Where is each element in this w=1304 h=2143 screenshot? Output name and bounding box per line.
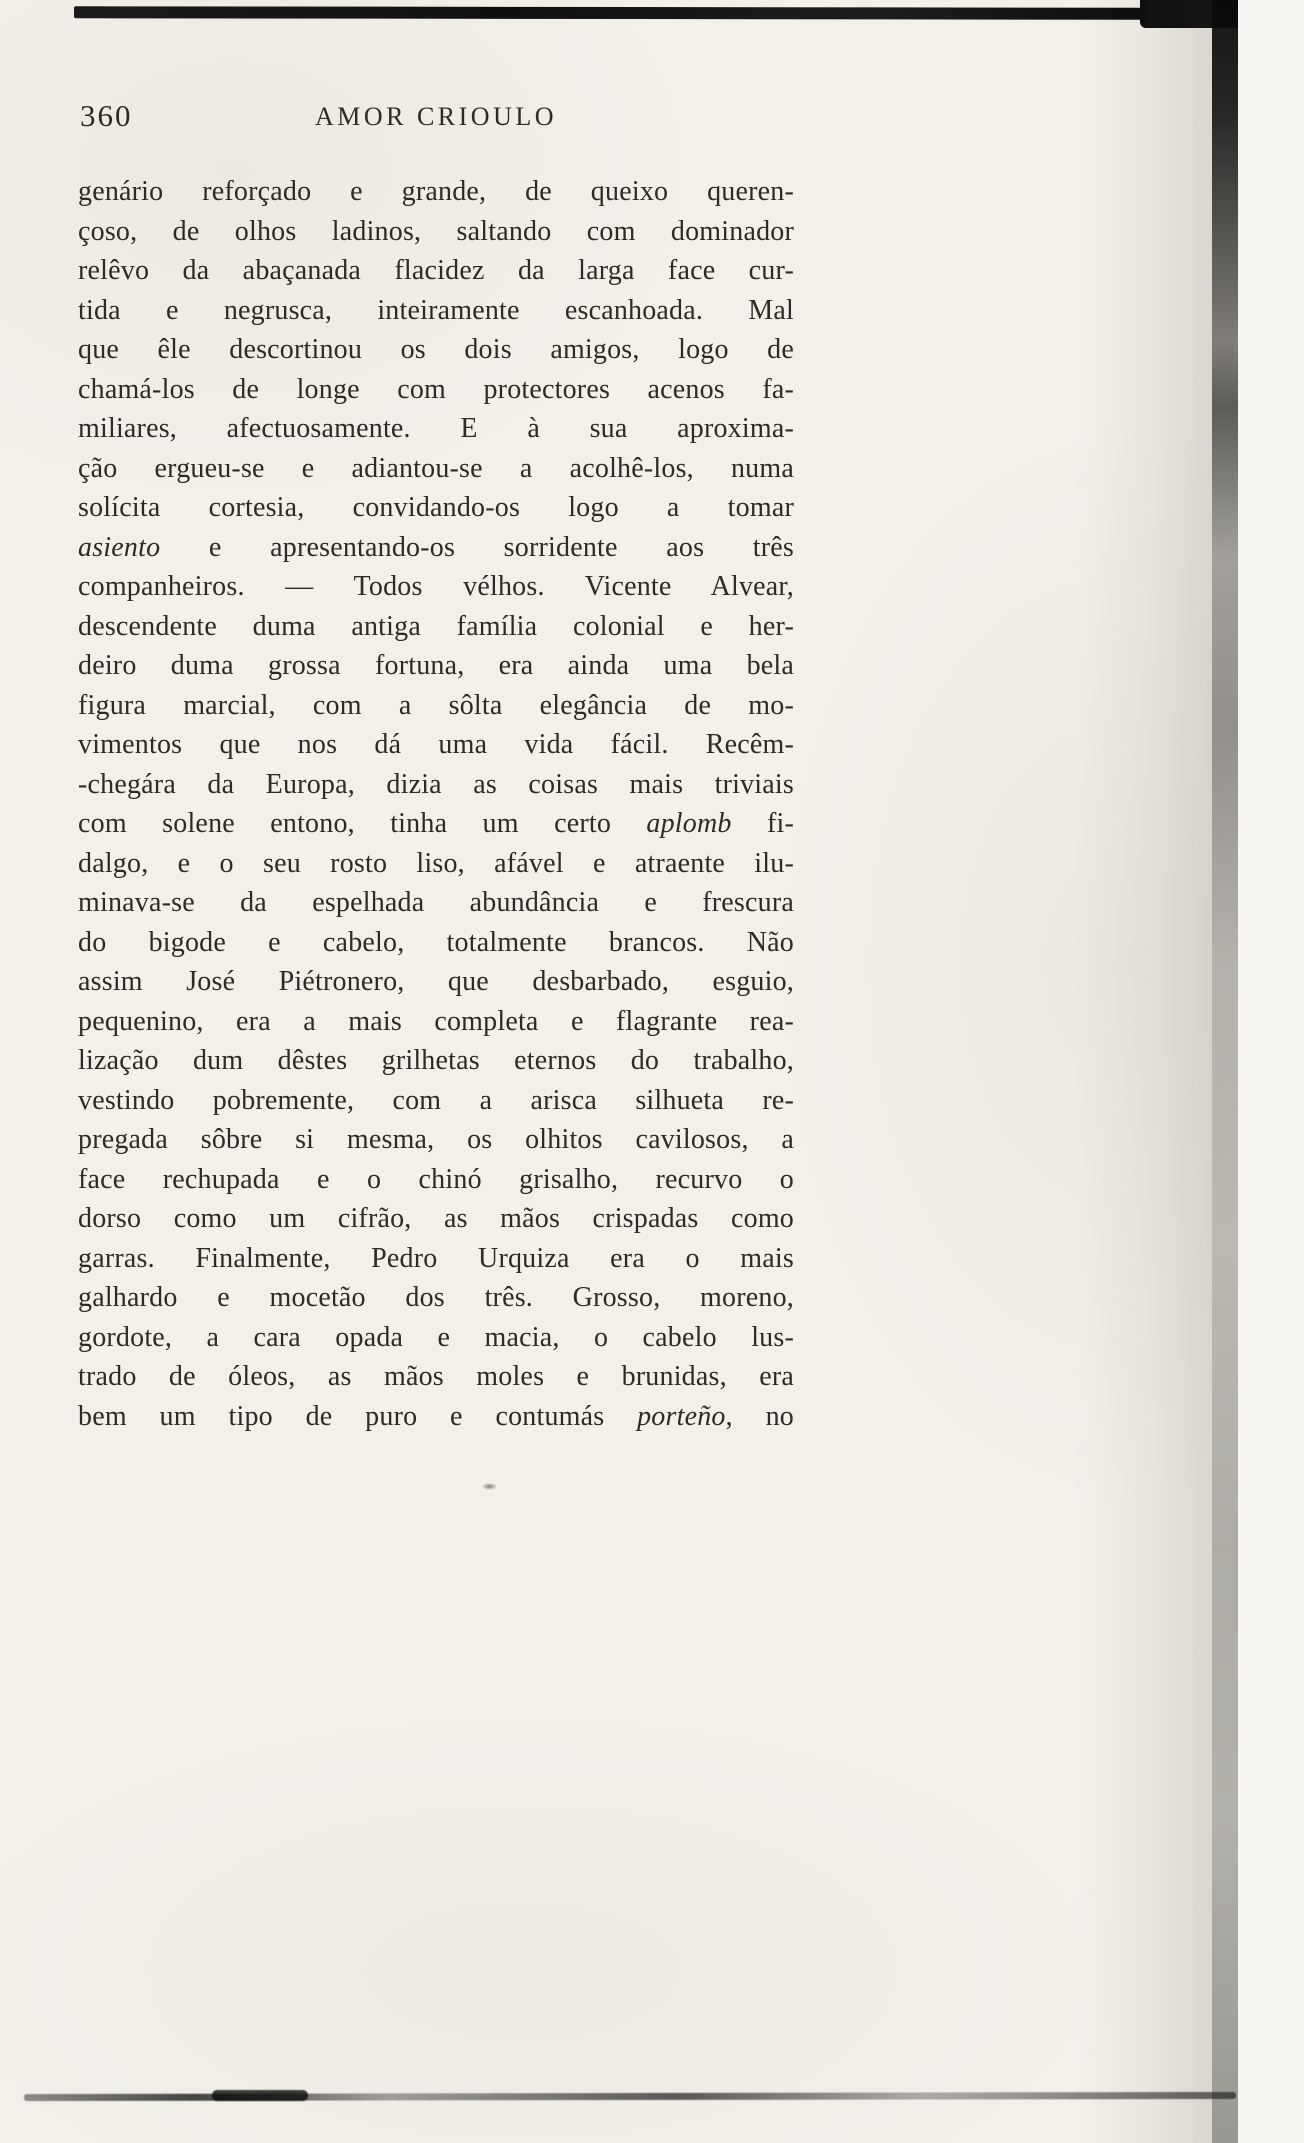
text-line	[78, 962, 794, 1002]
text-line	[78, 567, 794, 607]
text-segment: e apresentando-os sorridente aos três	[160, 531, 794, 563]
text-segment: tida e negrusca, inteiramente escanhoada. Mal	[78, 294, 794, 326]
text-line	[78, 1278, 794, 1318]
text-segment: assim José Piétronero, que desbarbado, esguio,	[78, 966, 794, 997]
text-line	[78, 1397, 794, 1437]
text-line	[78, 844, 794, 884]
text-segment: garras. Finalmente, Pedro Urquiza era o mais	[78, 1242, 794, 1274]
text-segment: relêvo da abaçanada flacidez da larga face cur-	[78, 255, 794, 286]
body-text	[78, 172, 794, 1436]
text-segment: chamá-los de longe com protectores acenos fa-	[78, 373, 794, 405]
running-title: AMOR CRIOULO	[314, 102, 558, 131]
italic-text: asiento	[78, 531, 161, 563]
text-segment: companheiros. — Todos vélhos. Vicente Alvear,	[78, 571, 794, 602]
text-line	[78, 449, 794, 489]
text-line	[78, 172, 794, 212]
scan-right-margin	[1238, 0, 1304, 2143]
text-segment: çoso, de olhos ladinos, saltando com dominador	[78, 215, 794, 247]
text-line	[78, 251, 794, 291]
page-header	[78, 98, 794, 138]
text-segment: figura marcial, com a sôlta elegância de mo-	[78, 689, 794, 721]
page-number: 360	[80, 98, 133, 133]
text-segment: lização dum dêstes grilhetas eternos do trabalho,	[78, 1045, 794, 1076]
ink-smudge	[482, 1483, 497, 1490]
scan-artifact-bottom-smudge	[212, 2090, 308, 2101]
text-segment: dalgo, e o seu rosto liso, afável e atraente ilu-	[78, 847, 794, 879]
text-line	[78, 725, 794, 765]
italic-text: porteño	[637, 1400, 726, 1432]
text-line	[78, 1041, 794, 1081]
text-segment: , no	[725, 1400, 794, 1432]
text-line	[78, 1002, 794, 1042]
text-segment: vestindo pobremente, com a arisca silhueta re-	[78, 1084, 794, 1116]
text-line	[78, 883, 794, 923]
text-segment: do bigode e cabelo, totalmente brancos. Não	[78, 926, 794, 958]
text-segment: genário reforçado e grande, de queixo queren-	[78, 176, 794, 207]
text-line	[78, 686, 794, 726]
text-line	[78, 804, 794, 844]
text-segment: pregada sôbre si mesma, os olhitos cavilosos, a	[78, 1124, 794, 1155]
text-line	[78, 923, 794, 963]
text-line	[78, 1160, 794, 1200]
text-segment: gordote, a cara opada e macia, o cabelo lus-	[78, 1321, 794, 1353]
text-segment: ção ergueu-se e adiantou-se a acolhê-los, numa	[78, 452, 794, 484]
text-segment: miliares, afectuosamente. E à sua aproxima-	[78, 413, 794, 444]
text-line	[78, 1357, 794, 1397]
text-line	[78, 1239, 794, 1279]
text-line	[78, 1081, 794, 1121]
text-line	[78, 528, 794, 568]
text-line	[78, 212, 794, 252]
text-segment: pequenino, era a mais completa e flagrante rea-	[78, 1005, 794, 1037]
text-line	[78, 646, 794, 686]
text-line	[78, 488, 794, 528]
text-segment: galhardo e mocetão dos três. Grosso, moreno,	[78, 1282, 794, 1313]
text-line	[78, 409, 794, 449]
text-segment: bem um tipo de puro e contumás	[78, 1400, 638, 1432]
text-segment: com solene entono, tinha um certo	[78, 808, 647, 839]
scan-artifact-bottom-line	[24, 2092, 1236, 2101]
page-gutter-shadow	[1075, 0, 1212, 2143]
text-segment: face rechupada e o chinó grisalho, recurvo o	[78, 1163, 794, 1195]
text-segment: fi-	[731, 808, 794, 839]
text-segment: descendente duma antiga família colonial e her-	[78, 610, 794, 642]
text-line	[78, 1199, 794, 1239]
text-segment: deiro duma grossa fortuna, era ainda uma bela	[78, 650, 794, 681]
text-segment: vimentos que nos dá uma vida fácil. Recêm-	[78, 729, 794, 760]
text-segment: dorso como um cifrão, as mãos crispadas como	[78, 1203, 794, 1234]
text-segment: trado de óleos, as mãos moles e brunidas, era	[78, 1361, 794, 1392]
text-line	[78, 291, 794, 331]
text-line	[78, 330, 794, 370]
text-line	[78, 1318, 794, 1358]
text-line	[78, 607, 794, 647]
italic-text: aplomb	[646, 808, 732, 839]
text-segment: -chegára da Europa, dizia as coisas mais triviais	[78, 768, 794, 800]
text-segment: solícita cortesia, convidando-os logo a tomar	[78, 492, 794, 523]
book-edge-shadow	[1212, 0, 1238, 2143]
text-segment: minava-se da espelhada abundância e frescura	[78, 887, 794, 918]
text-line	[78, 765, 794, 805]
text-segment: que êle descortinou os dois amigos, logo de	[78, 334, 794, 365]
text-line	[78, 1120, 794, 1160]
scan-artifact-top-bar	[74, 6, 1152, 20]
text-line	[78, 370, 794, 410]
